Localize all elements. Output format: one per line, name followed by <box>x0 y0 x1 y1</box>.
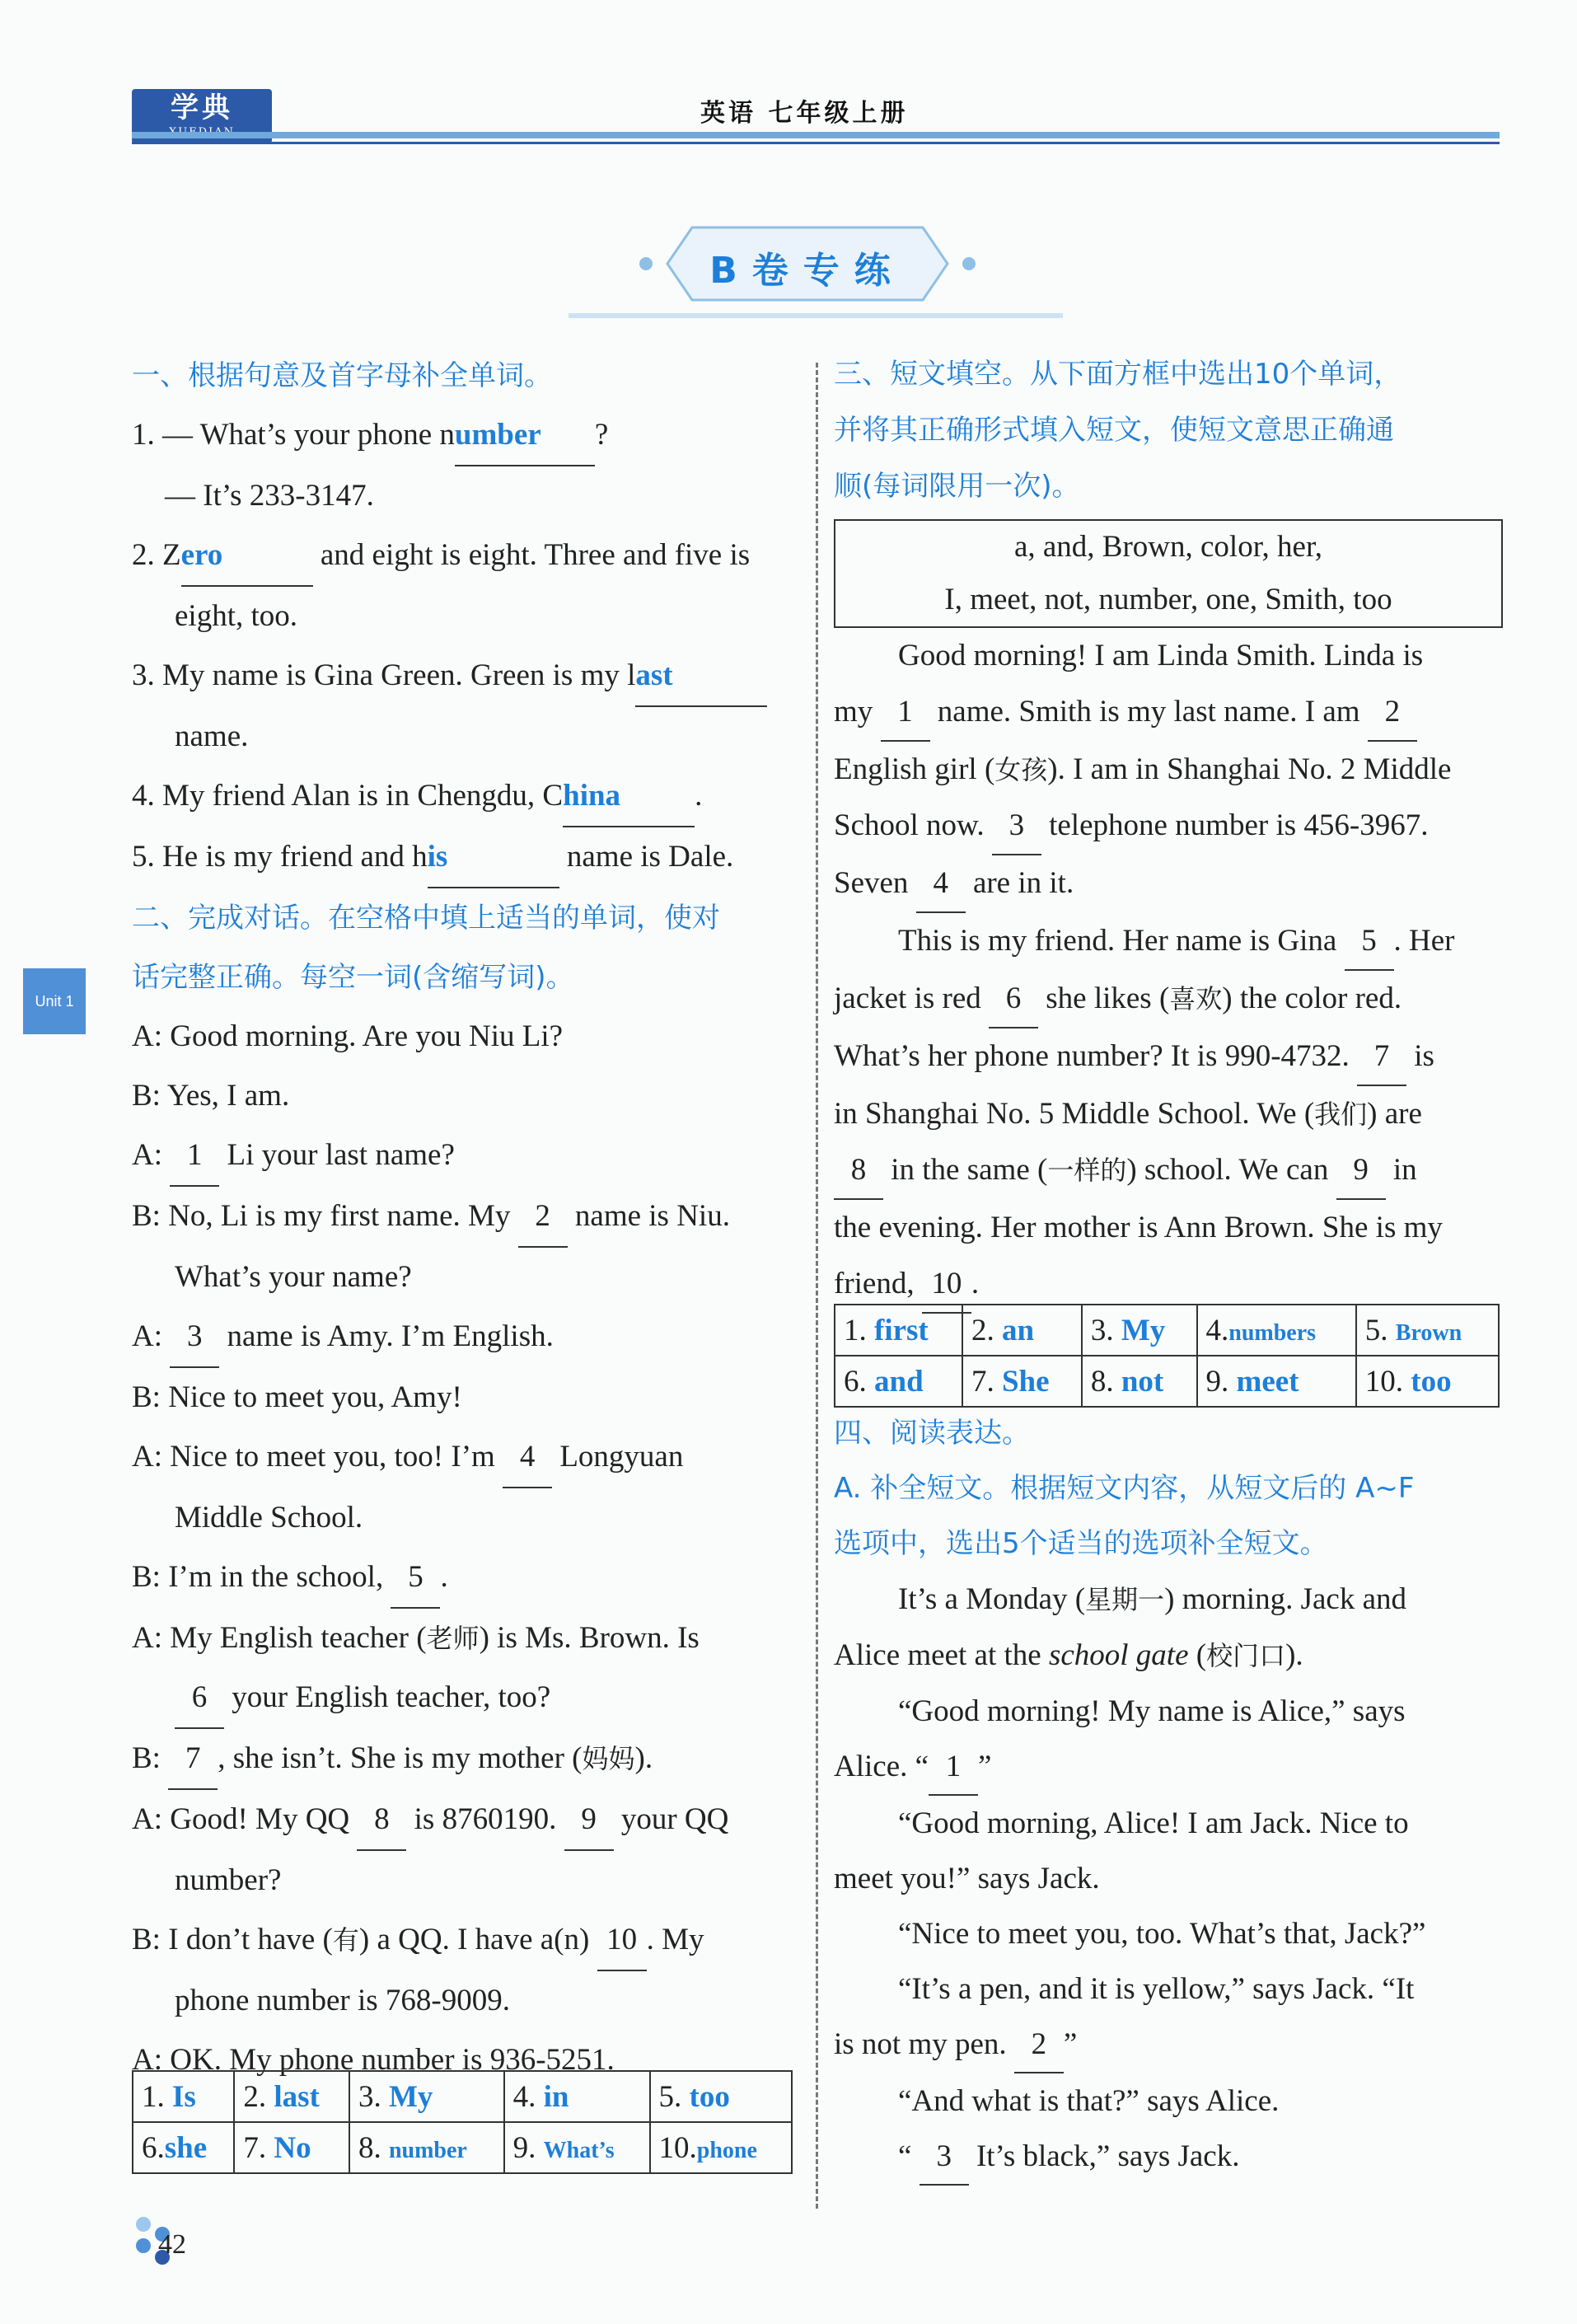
blank-1: 1 <box>881 684 930 742</box>
book-title: 英语 七年级上册 <box>700 99 909 128</box>
decor-dot <box>136 2217 151 2232</box>
section-2-heading: 二、完成对话。在空格中填上适当的单词，使对 <box>132 902 720 935</box>
dialogue-line-cont: phone number is 768-9009. <box>175 1984 510 2017</box>
answer-key-table-right <box>834 1304 1500 1408</box>
question-3-cont: name. <box>175 719 249 753</box>
answer-cell: 8. number <box>349 2122 504 2173</box>
logo-chinese: 学典 <box>171 91 233 124</box>
answer-cell: 2. an <box>962 1305 1082 1356</box>
answer-fill: ast <box>635 646 767 707</box>
passage-line: “And what is that?” says Alice. <box>898 2084 1280 2118</box>
answer-cell: 10.phone <box>650 2122 792 2173</box>
dialogue-line-cont: 6 your English teacher, too? <box>132 1668 799 1729</box>
section-2-heading-cont: 话完整正确。每空一词(含缩写词)。 <box>132 961 574 994</box>
dialogue-line: A: Good morning. Are you Niu Li? <box>132 1019 564 1053</box>
passage-line: in Shanghai No. 5 Middle School. We (我们) are <box>834 1097 1422 1131</box>
section-1-heading: 一、根据句意及首字母补全单词。 <box>132 359 552 392</box>
answer-cell: 6.she <box>133 2122 234 2173</box>
column-divider <box>816 363 818 2209</box>
dialogue-line: B: I’m in the school, 5 . <box>132 1548 799 1609</box>
blank-3: 3 <box>920 2129 969 2186</box>
passage-line: the evening. Her mother is Ann Brown. She is my <box>834 1211 1443 1244</box>
section-3-heading-cont: 顺(每词限用一次)。 <box>834 470 1080 503</box>
passage-line: “ 3 It’s black,” says Jack. <box>834 2129 1501 2186</box>
answer-cell: 9. What’s <box>504 2122 650 2173</box>
answer-cell: 1. first <box>835 1305 962 1356</box>
passage-line: Good morning! I am Linda Smith. Linda is <box>898 639 1424 672</box>
blank-9: 9 <box>1336 1142 1386 1200</box>
header-band <box>132 132 1500 138</box>
blank-2: 2 <box>518 1187 568 1248</box>
answer-cell: 9. meet <box>1197 1356 1356 1407</box>
header-rule <box>132 142 1500 144</box>
dialogue-line: A: My English teacher (老师) is Ms. Brown. Is <box>132 1621 700 1655</box>
passage-line: Seven 4 are in it. <box>834 855 1501 913</box>
section-4-heading: 四、阅读表达。 <box>834 1417 1030 1450</box>
answer-cell: 5. Brown <box>1356 1305 1499 1356</box>
blank-10: 10 <box>922 1256 971 1314</box>
banner-underline <box>569 313 1063 318</box>
passage-line: This is my friend. Her name is Gina 5 . Her <box>834 913 1501 971</box>
blank-3: 3 <box>992 798 1041 855</box>
dialogue-line: A: 1 Li your last name? <box>132 1126 799 1187</box>
answer-cell: 8. not <box>1082 1356 1197 1407</box>
answer-cell: 5. too <box>650 2071 792 2122</box>
blank-7: 7 <box>1357 1028 1406 1086</box>
blank-6: 6 <box>989 971 1038 1028</box>
passage-line: English girl (女孩). I am in Shanghai No. 2 Middle <box>834 752 1452 786</box>
question-2: 2. Zero and eight is eight. Three and five is <box>132 526 799 587</box>
word-box-row: a, and, Brown, color, her, <box>1013 530 1323 564</box>
dialogue-line-cont: Middle School. <box>175 1501 363 1534</box>
passage-line: friend, 10 . <box>834 1256 1501 1314</box>
passage-line: It’s a Monday (星期一) morning. Jack and <box>898 1582 1406 1616</box>
question-3: 3. My name is Gina Green. Green is my last <box>132 646 799 707</box>
page-number: 42 <box>158 2229 186 2260</box>
passage-line: What’s her phone number? It is 990-4732. 7 is <box>834 1028 1501 1086</box>
section-4a-instruction-cont: 选项中，选出5个适当的选项补全短文。 <box>834 1527 1328 1560</box>
passage-line: jacket is red 6 she likes (喜欢) the color red. <box>834 971 1501 1028</box>
dialogue-line: B: No, Li is my first name. My 2 name is Niu. <box>132 1187 799 1248</box>
blank-8: 8 <box>357 1790 406 1851</box>
section-4 <box>834 1406 1501 2186</box>
answer-cell: 7. No <box>234 2122 349 2173</box>
answer-cell: 6. and <box>835 1356 962 1407</box>
blank-2: 2 <box>1368 684 1417 742</box>
answer-fill: umber <box>455 405 595 466</box>
dialogue-line-cont: number? <box>175 1863 282 1897</box>
question-1-reply: — It’s 233-3147. <box>165 479 374 513</box>
left-column <box>132 346 799 2090</box>
blank-5: 5 <box>391 1548 440 1609</box>
passage-line: my 1 name. Smith is my last name. I am 2 <box>834 684 1501 742</box>
answer-cell: 3. My <box>1082 1305 1197 1356</box>
passage-line: Alice meet at the school gate (校门口). <box>834 1638 1303 1672</box>
answer-cell: 2. last <box>234 2071 349 2122</box>
passage-line: 8 in the same (一样的) school. We can 9 in <box>834 1142 1501 1200</box>
blank-8: 8 <box>834 1142 883 1200</box>
blank-1: 1 <box>170 1126 219 1187</box>
dialogue-line: B: 7 , she isn’t. She is my mother (妈妈). <box>132 1729 799 1790</box>
passage-line: School now. 3 telephone number is 456-3967. <box>834 798 1501 855</box>
unit-tab: Unit 1 <box>23 968 86 1034</box>
blank-6: 6 <box>175 1668 224 1729</box>
answer-key-table-left <box>132 2070 793 2174</box>
dialogue-line: A: Nice to meet you, too! I’m 4 Longyuan <box>132 1427 799 1488</box>
answer-fill: ero <box>181 526 313 587</box>
right-column-top <box>834 346 1501 514</box>
decor-dot <box>136 2238 151 2253</box>
passage-line: meet you!” says Jack. <box>834 1862 1100 1895</box>
passage-line: Alice. “ 1 ” <box>834 1739 1501 1796</box>
answer-cell: 3. My <box>349 2071 504 2122</box>
passage-line: “It’s a pen, and it is yellow,” says Jack. “It <box>898 1972 1415 2006</box>
passage-line: “Good morning, Alice! I am Jack. Nice to <box>898 1806 1409 1840</box>
passage-line: is not my pen. 2 ” <box>834 2017 1501 2073</box>
question-5: 5. He is my friend and his name is Dale. <box>132 827 799 888</box>
answer-cell: 4. in <box>504 2071 650 2122</box>
dialogue-line: B: Nice to meet you, Amy! <box>132 1380 462 1414</box>
blank-4: 4 <box>503 1427 552 1488</box>
blank-2: 2 <box>1014 2017 1064 2073</box>
passage-line: “Good morning! My name is Alice,” says <box>898 1694 1406 1728</box>
answer-fill: hina <box>563 766 695 827</box>
dialogue-line: B: I don’t have (有) a QQ. I have a(n) 10 . My <box>132 1910 799 1971</box>
answer-cell: 10. too <box>1356 1356 1499 1407</box>
blank-1: 1 <box>929 1739 978 1796</box>
passage-line: “Nice to meet you, too. What’s that, Jack?” <box>898 1917 1426 1951</box>
section-3-heading: 三、短文填空。从下面方框中选出10个单词， <box>834 358 1402 391</box>
answer-cell: 4.numbers <box>1197 1305 1356 1356</box>
blank-7: 7 <box>168 1729 218 1790</box>
question-1: 1. — What’s your phone number ? <box>132 405 799 466</box>
blank-4: 4 <box>916 855 966 913</box>
question-2-cont: eight, too. <box>175 599 298 633</box>
dialogue-line: A: 3 name is Amy. I’m English. <box>132 1307 799 1368</box>
answer-cell: 7. She <box>962 1356 1082 1407</box>
answer-cell: 1. Is <box>133 2071 234 2122</box>
dialogue-line: A: OK. My phone number is 936-5251. <box>132 2043 615 2077</box>
blank-9: 9 <box>564 1790 614 1851</box>
passage-1 <box>834 628 1501 1314</box>
question-4: 4. My friend Alan is in Chengdu, China . <box>132 766 799 827</box>
section-3-heading-cont: 并将其正确形式填入短文，使短文意思正确通 <box>834 414 1394 447</box>
dialogue-line: B: Yes, I am. <box>132 1079 290 1113</box>
blank-3: 3 <box>170 1307 219 1368</box>
section-banner: B卷专练 <box>709 250 905 292</box>
blank-10: 10 <box>597 1910 647 1971</box>
section-4a-instruction: A. 补全短文。根据短文内容，从短文后的 A~F <box>834 1472 1415 1505</box>
dialogue-line-cont: What’s your name? <box>175 1260 412 1294</box>
dialogue-line: A: Good! My QQ 8 is 8760190. 9 your QQ <box>132 1790 799 1851</box>
word-box-row: I, meet, not, number, one, Smith, too <box>944 583 1392 616</box>
answer-fill: is <box>428 827 559 888</box>
blank-5: 5 <box>1345 913 1394 971</box>
word-box <box>834 519 1503 628</box>
